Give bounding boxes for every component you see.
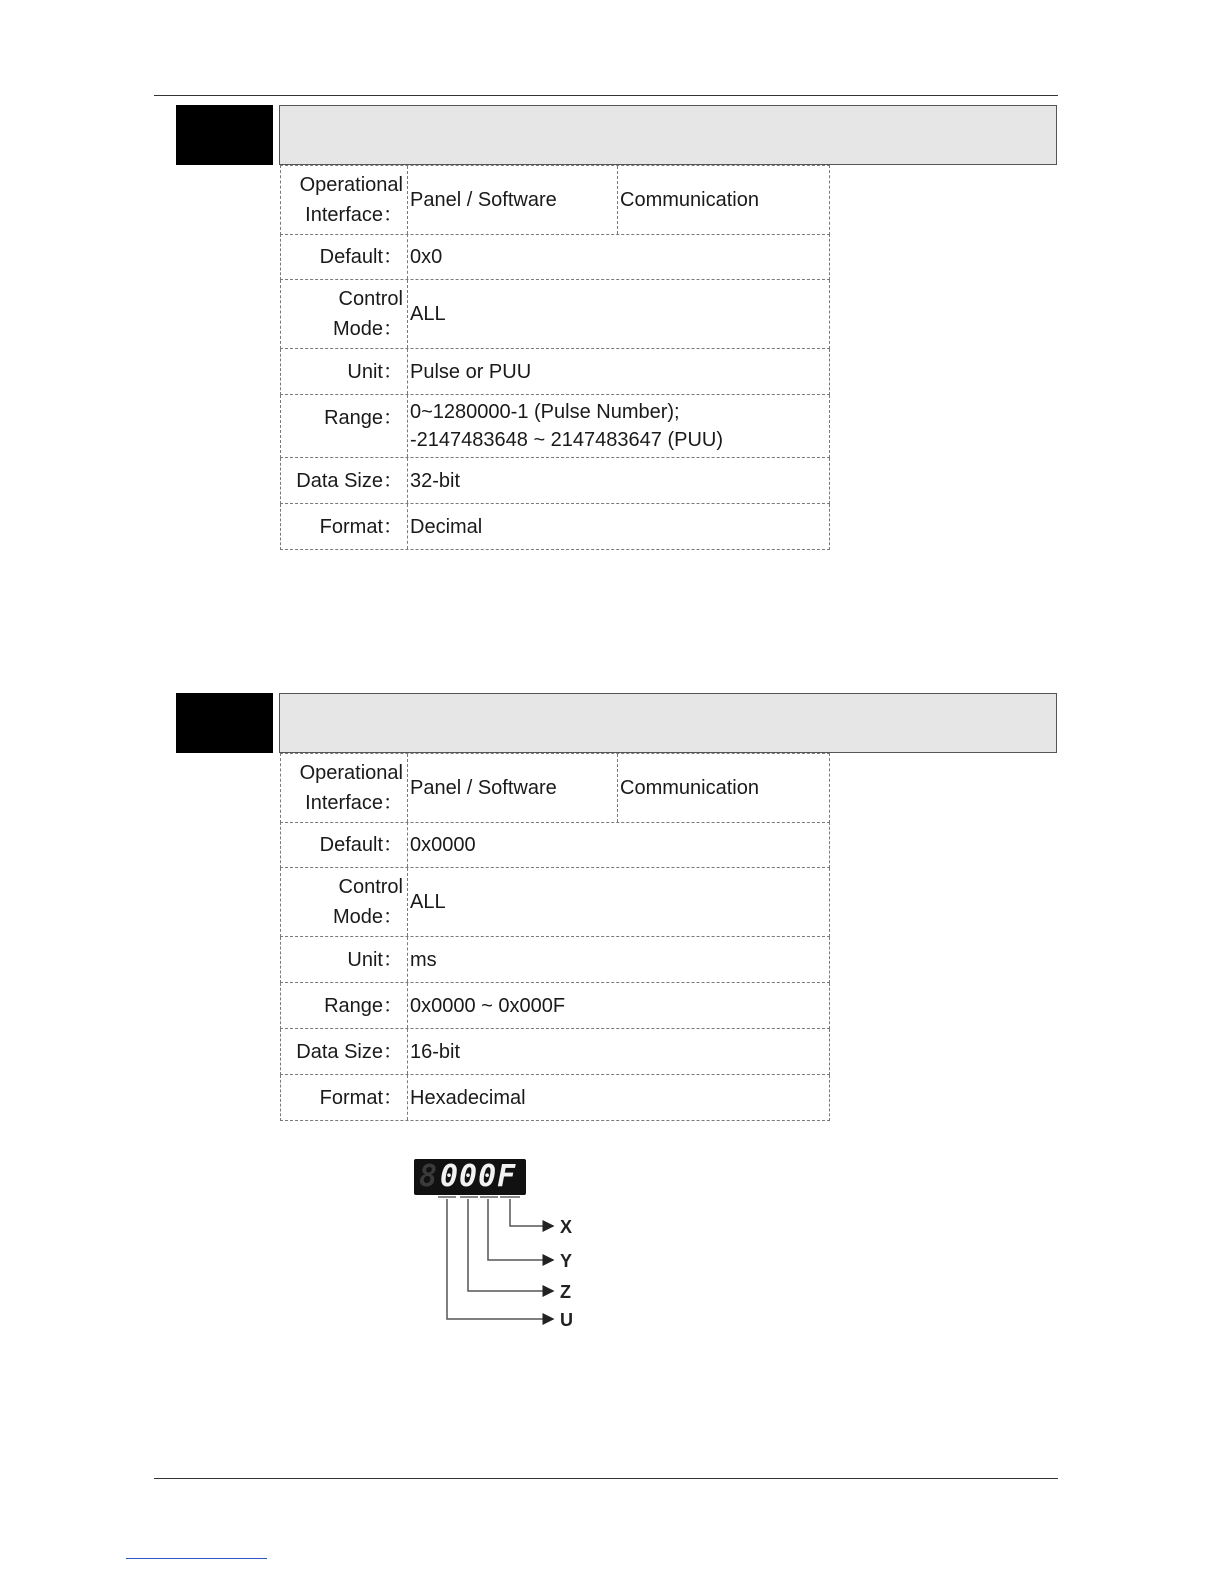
param2-label-format: Format： — [319, 1086, 403, 1109]
param2-interface-comm: Communication — [617, 754, 829, 822]
param2-code-block — [176, 693, 273, 753]
param2-row-default — [280, 822, 830, 868]
param1-row-default — [280, 234, 830, 280]
param1-label-control-mode: Control Mode： — [332, 288, 403, 340]
param1-label-format: Format： — [319, 515, 403, 538]
param1-header-cell-address — [279, 105, 374, 165]
param2-row-interface — [280, 753, 830, 823]
arrow-u — [447, 1199, 553, 1319]
param1-label-unit: Unit： — [347, 360, 403, 383]
param1-code-block — [176, 105, 273, 165]
digit-mapping-diagram — [420, 1195, 600, 1335]
footer-link-underline[interactable] — [126, 1558, 267, 1559]
param1-label-range: Range： — [324, 407, 403, 429]
param1-row-interface — [280, 165, 830, 235]
param1-range-line1: 0~1280000-1 (Pulse Number); — [410, 401, 680, 423]
param1-control-mode-value: ALL — [407, 280, 829, 348]
param2-row-data-size — [280, 1029, 830, 1075]
param1-label-data-size: Data Size： — [296, 469, 403, 492]
param1-unit-value: Pulse or PUU — [407, 349, 829, 394]
param2-unit-value: ms — [407, 937, 829, 982]
param1-header-cell-ref — [827, 105, 1057, 165]
param2-label-data-size: Data Size： — [296, 1040, 403, 1063]
param2-data-size-value: 16-bit — [407, 1029, 829, 1074]
param1-row-data-size — [280, 458, 830, 504]
param2-row-range — [280, 983, 830, 1029]
param1-data-size-value: 32-bit — [407, 458, 829, 503]
label-z: Z — [560, 1282, 571, 1302]
param2-label-default: Default： — [319, 833, 403, 856]
param2-label-range: Range： — [324, 994, 403, 1017]
param2-label-control-mode: Control Mode： — [332, 876, 403, 928]
label-u: U — [560, 1310, 573, 1330]
header-rule — [154, 95, 1058, 96]
param1-header — [176, 105, 1058, 165]
param1-label-default: Default： — [319, 245, 403, 268]
param1-range-line2: -2147483648 ~ 2147483647 (PUU) — [410, 429, 724, 451]
param2-format-value: Hexadecimal — [407, 1075, 829, 1120]
display-ghost-digit: 8 — [419, 1159, 438, 1194]
param1-row-range — [280, 395, 830, 458]
footer-rule — [154, 1478, 1058, 1479]
param2-control-mode-value: ALL — [407, 868, 829, 936]
param1-range-value — [407, 395, 829, 457]
param1-format-value: Decimal — [407, 504, 829, 549]
param1-row-control-mode — [280, 280, 830, 349]
param2-header-cell-ref — [827, 693, 1057, 753]
display-digits: 000F — [440, 1159, 517, 1194]
param1-interface-panel: Panel / Software — [407, 166, 618, 234]
param2-default-value: 0x0000 — [407, 822, 829, 867]
arrow-y — [488, 1199, 553, 1260]
param2-header-cell-name — [372, 693, 828, 753]
param2-header — [176, 693, 1058, 753]
param2-row-control-mode — [280, 868, 830, 937]
param2-range-value: 0x0000 ~ 0x000F — [407, 983, 829, 1028]
param2-label-unit: Unit： — [347, 948, 403, 971]
param1-header-cell-name — [372, 105, 828, 165]
param1-row-unit — [280, 349, 830, 395]
arrow-x — [510, 1199, 553, 1226]
seven-segment-display — [414, 1159, 526, 1195]
param1-default-value: 0x0 — [407, 234, 829, 279]
label-x: X — [560, 1217, 573, 1237]
param1-label-interface: Operational Interface： — [299, 174, 403, 226]
param2-label-interface: Operational Interface： — [299, 762, 403, 814]
param2-row-unit — [280, 937, 830, 983]
param2-row-format — [280, 1075, 830, 1121]
param1-row-format — [280, 504, 830, 550]
param1-interface-comm: Communication — [617, 166, 829, 234]
param2-interface-panel: Panel / Software — [407, 754, 618, 822]
param2-header-cell-address — [279, 693, 374, 753]
label-y: Y — [560, 1251, 573, 1271]
